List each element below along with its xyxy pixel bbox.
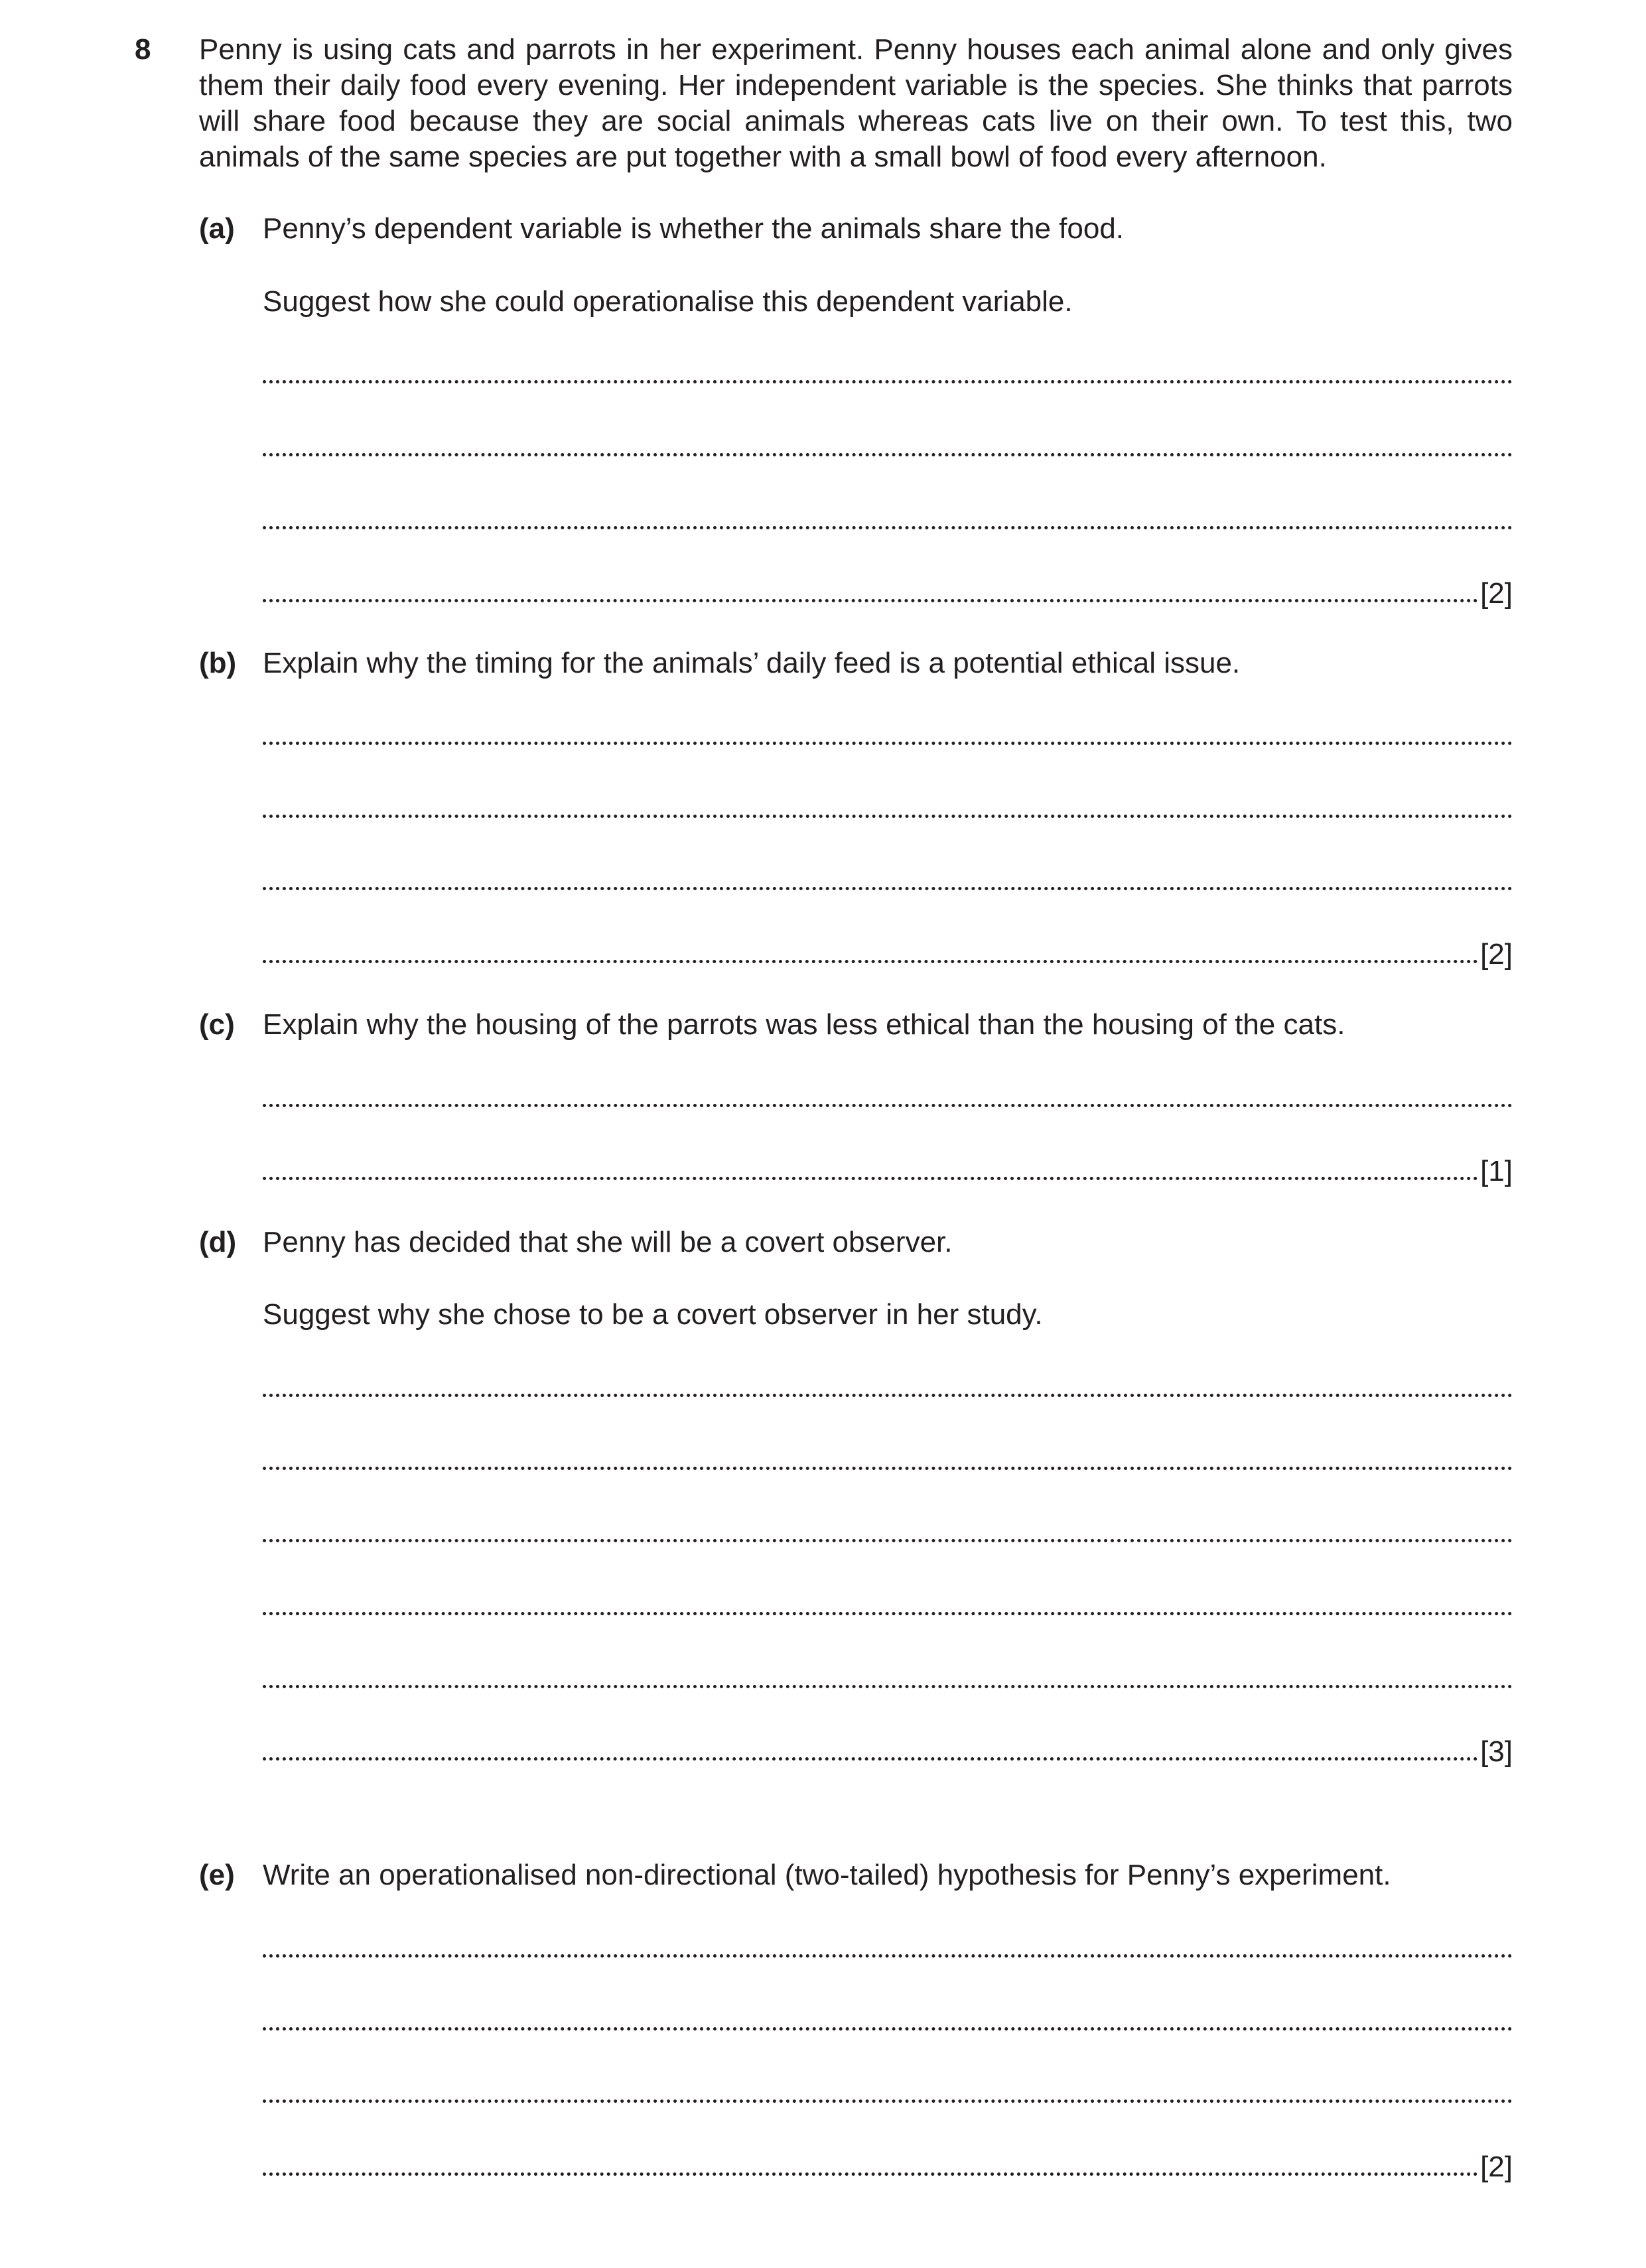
part-e-prompt: Write an operationalised non-directional (two-tailed) hypothesis for Penny’s experiment. <box>263 1859 1391 1891</box>
part-b-label: (b) <box>199 647 237 679</box>
part-c-label: (c) <box>199 1008 235 1041</box>
answer-line[interactable] <box>263 526 1513 529</box>
marks-label: [1] <box>1480 1155 1513 1187</box>
part-d-label: (d) <box>199 1226 237 1258</box>
answer-line[interactable] <box>263 1467 1513 1470</box>
answer-line[interactable] <box>263 599 1478 602</box>
answer-line[interactable] <box>263 1685 1513 1688</box>
answer-line[interactable] <box>263 815 1513 818</box>
question-stem: Penny is using cats and parrots in her experiment. Penny houses each animal alone and only gives them their daily food every evening. Her independent variable is the species. She thinks that parrots will share food because they are social animals whereas cats live on their own. To test this, two animals of the same species are put together with a small bowl of food every afternoon. <box>199 33 1513 173</box>
answer-line[interactable] <box>263 1104 1513 1107</box>
marks-label: [2] <box>1480 577 1513 610</box>
question-number: 8 <box>135 33 151 66</box>
answer-line[interactable] <box>263 453 1513 456</box>
part-c-prompt: Explain why the housing of the parrots was less ethical than the housing of the cats. <box>263 1008 1345 1041</box>
part-b-prompt: Explain why the timing for the animals’ daily feed is a potential ethical issue. <box>263 647 1241 679</box>
part-d-instruction: Suggest why she chose to be a covert observer in her study. <box>263 1298 1043 1331</box>
marks-label: [2] <box>1480 2151 1513 2183</box>
part-a-instruction: Suggest how she could operationalise this dependent variable. <box>263 285 1073 318</box>
answer-line[interactable] <box>263 2172 1478 2176</box>
answer-line[interactable] <box>263 887 1513 890</box>
answer-line[interactable] <box>263 1757 1478 1761</box>
answer-line[interactable] <box>263 380 1513 383</box>
part-a-prompt: Penny’s dependent variable is whether the animals share the food. <box>263 212 1125 245</box>
answer-line[interactable] <box>263 742 1513 745</box>
answer-line[interactable] <box>263 1539 1513 1542</box>
marks-label: [2] <box>1480 938 1513 970</box>
answer-line[interactable] <box>263 2100 1513 2103</box>
answer-line[interactable] <box>263 960 1478 963</box>
answer-line[interactable] <box>263 2027 1513 2031</box>
part-e-label: (e) <box>199 1859 235 1891</box>
part-d-prompt: Penny has decided that she will be a covert observer. <box>263 1226 953 1258</box>
answer-line[interactable] <box>263 1612 1513 1615</box>
part-a-label: (a) <box>199 212 235 245</box>
answer-line[interactable] <box>263 1954 1513 1958</box>
answer-line[interactable] <box>263 1177 1478 1180</box>
answer-line[interactable] <box>263 1394 1513 1397</box>
marks-label: [3] <box>1480 1735 1513 1768</box>
